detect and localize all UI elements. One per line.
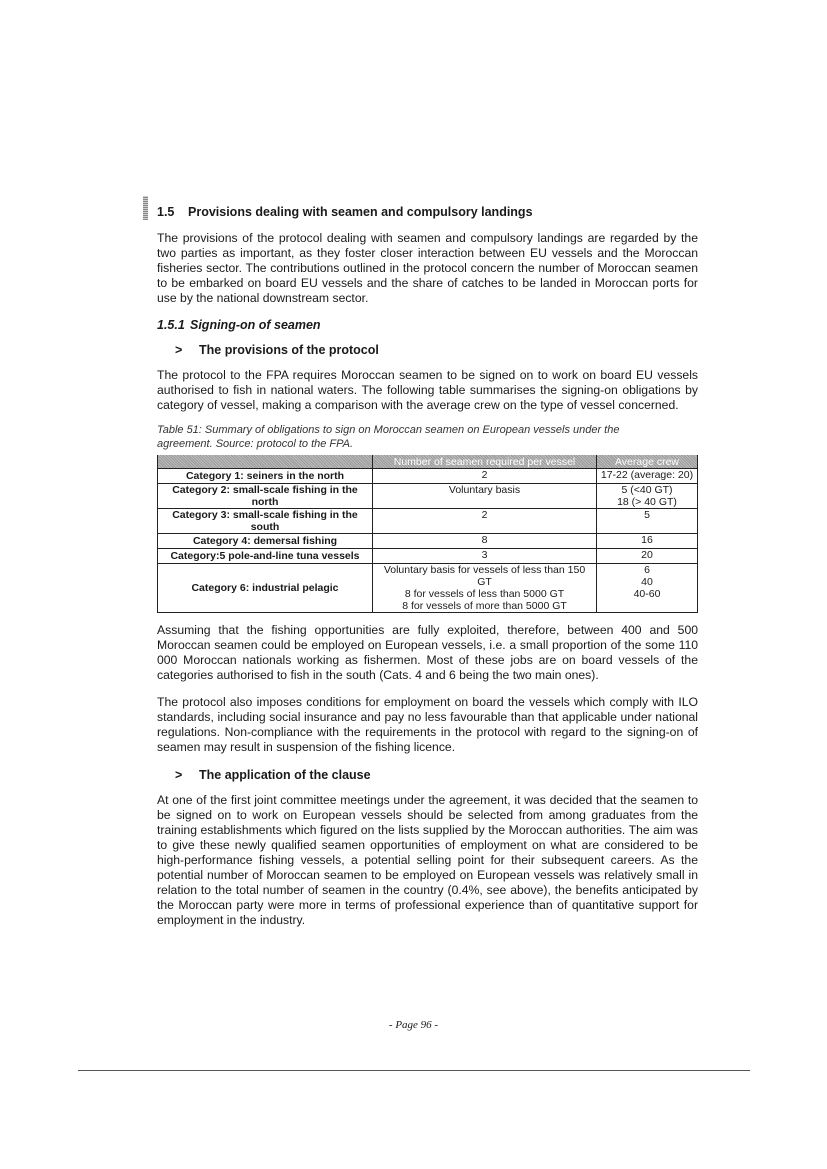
paragraph-intro: The provisions of the protocol dealing with seamen and compulsory landings are regarded by the two parties as important, as they foster closer interaction between EU vessels and the Moroccan fisheries sector. The contributions outlined in the protocol concern the number of Moroccan seamen to be embarked on board EU vessels and the share of catches to be landed in Moroccan ports for use by the national downstream sector. — [157, 231, 698, 305]
footer-rule — [78, 1070, 750, 1071]
crew-cell — [597, 564, 698, 613]
crew-line: 6 — [644, 564, 650, 576]
required-cell: 3 — [373, 549, 597, 564]
arrow-icon: > — [175, 768, 183, 782]
table-row — [158, 549, 698, 564]
subsection-number: 1.5.1 — [157, 318, 185, 332]
category-cell: Category:5 pole-and-line tuna vessels — [158, 549, 373, 564]
crew-cell: 16 — [597, 534, 698, 549]
required-cell: Voluntary basis — [373, 484, 597, 509]
header-crew: Average crew — [597, 455, 698, 469]
table-row — [158, 469, 698, 484]
crew-line: 40-60 — [633, 588, 661, 600]
crew-line: 18 (> 40 GT) — [617, 496, 677, 508]
table-row — [158, 564, 698, 613]
category-cell: Category 1: seiners in the north — [158, 469, 373, 484]
header-category — [158, 455, 373, 469]
table-caption: Table 51: Summary of obligations to sign on Moroccan seamen on European vessels under the agreement. Source: protocol to the FPA. — [157, 424, 620, 450]
change-bar — [143, 196, 148, 220]
bullet-title: The provisions of the protocol — [199, 343, 379, 357]
required-cell: 2 — [373, 509, 597, 534]
table-row — [158, 484, 698, 509]
crew-line: 5 (<40 GT) — [621, 484, 673, 496]
section-heading — [157, 204, 698, 220]
arrow-icon: > — [175, 343, 183, 357]
required-line: 8 for vessels of more than 5000 GT — [402, 600, 567, 612]
crew-cell: 17-22 (average: 20) — [597, 469, 698, 484]
category-cell: Category 4: demersal fishing — [158, 534, 373, 549]
bullet-title: The application of the clause — [199, 768, 371, 782]
required-cell — [373, 564, 597, 613]
bullet-heading-provisions — [175, 342, 698, 358]
crew-cell: 20 — [597, 549, 698, 564]
document-body — [157, 204, 698, 928]
category-cell: Category 6: industrial pelagic — [158, 564, 373, 613]
crew-cell — [597, 484, 698, 509]
required-cell: 8 — [373, 534, 597, 549]
bullet-heading-application — [175, 767, 698, 783]
subsection-heading — [157, 317, 698, 333]
paragraph-application: At one of the first joint committee meetings under the agreement, it was decided that the seamen to be signed on to work on European vessels should be selected from among graduates from the training establishments which figured on the lists supplied by the Moroccan authorities. The aim was to give these newly qualified seamen opportunities of employment on what are considered to be high-performance fishing vessels, a potential selling point for their subsequent careers. As the potential number of Moroccan seamen to be employed on European vessels was relatively small in relation to the total number of seamen in the country (0.4%, see above), the benefits anticipated by the Moroccan party were more in terms of professional experience than of quantitative support for employment in the industry. — [157, 793, 698, 927]
required-line: Voluntary basis for vessels of less than 150 GT — [383, 564, 586, 588]
paragraph-conditions: The protocol also imposes conditions for employment on board the vessels which comply with ILO standards, including social insurance and pay no less favourable than that applicable under national regulations. Non-compliance with the requirements in the protocol with regard to the signing-on of seamen may result in suspension of the fishing licence. — [157, 695, 698, 754]
crew-cell: 5 — [597, 509, 698, 534]
paragraph-assumption: Assuming that the fishing opportunities are fully exploited, therefore, between 400 and 500 Moroccan seamen could be employed on European vessels, i.e. a small proportion of the some 110 000 Moroccan nationals working as fishermen. Most of these jobs are on board vessels of the categories authorised to fish in the south (Cats. 4 and 6 being the two main ones). — [157, 623, 698, 682]
table-row — [158, 534, 698, 549]
required-line: 8 for vessels of less than 5000 GT — [404, 588, 565, 600]
obligations-table — [157, 455, 698, 613]
crew-line: 40 — [641, 576, 653, 588]
category-cell: Category 3: small-scale fishing in the south — [158, 509, 373, 534]
required-cell: 2 — [373, 469, 597, 484]
category-cell: Category 2: small-scale fishing in the north — [158, 484, 373, 509]
table-header-row — [158, 455, 698, 469]
section-number: 1.5 — [157, 205, 175, 219]
table-row — [158, 509, 698, 534]
header-required: Number of seamen required per vessel — [373, 455, 597, 469]
paragraph-protocol: The protocol to the FPA requires Moroccan seamen to be signed on to work on board EU vessels authorised to fish in national waters. The following table summarises the signing-on obligations by category of vessel, making a comparison with the average crew on the type of vessel concerned. — [157, 368, 698, 412]
subsection-title: Signing-on of seamen — [190, 318, 321, 332]
page-number: - Page 96 - — [388, 1019, 439, 1031]
section-title: Provisions dealing with seamen and compulsory landings — [188, 205, 533, 219]
